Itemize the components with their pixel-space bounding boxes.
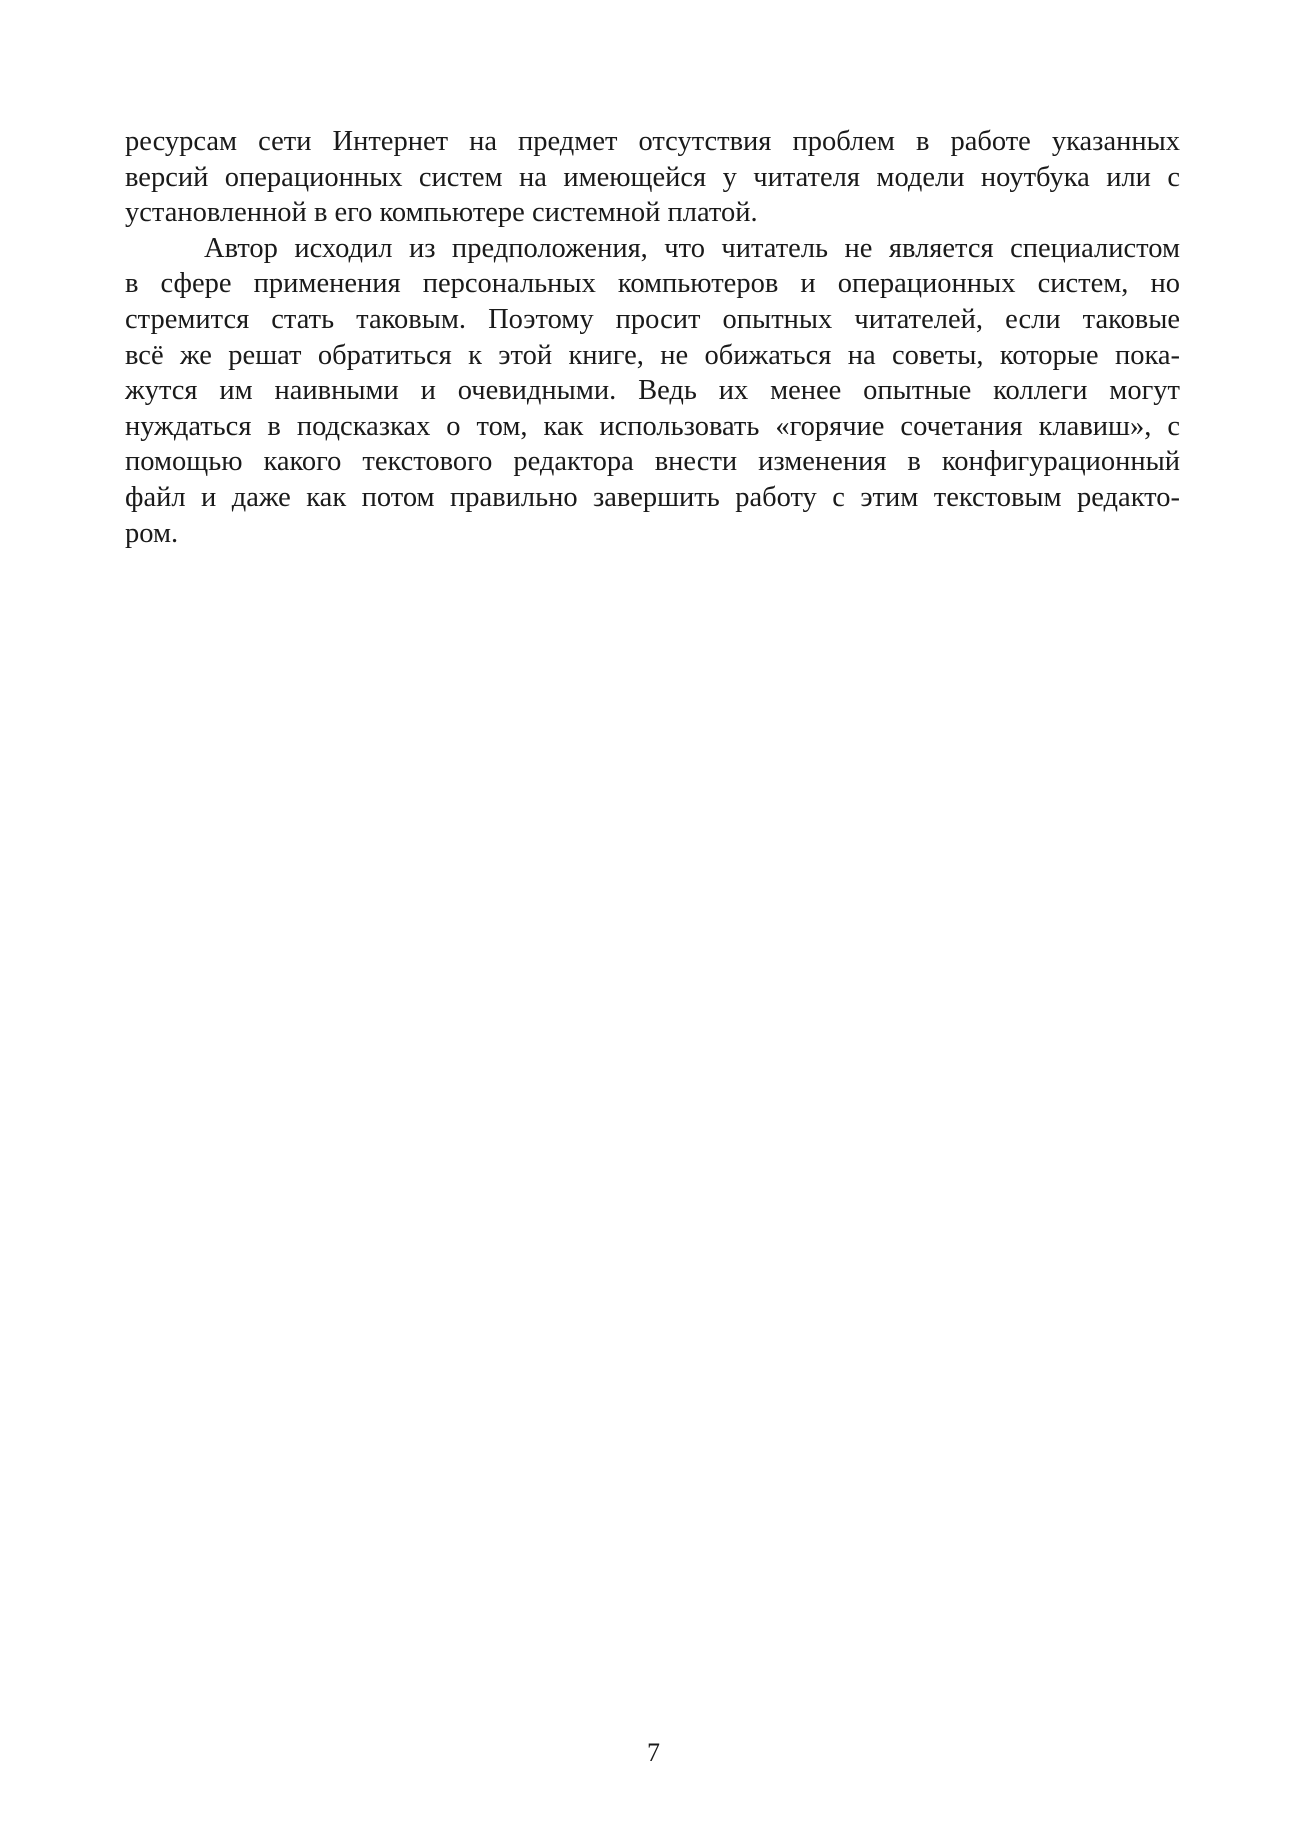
text-line: установленной в его компьютере системной платой. bbox=[125, 197, 758, 229]
text-line: нуждаться в подсказках о том, как использовать «горячие сочетания клавиш», с bbox=[125, 410, 1180, 442]
text-line: помощью какого текстового редактора внести изменения в конфигурационный bbox=[125, 446, 1180, 478]
page-number: 7 bbox=[647, 1738, 660, 1767]
text-line: файл и даже как потом правильно завершить работу с этим текстовым редакто- bbox=[125, 481, 1180, 513]
paragraph-2 bbox=[125, 231, 1180, 551]
text-line: в сфере применения персональных компьютеров и операционных систем, но bbox=[125, 268, 1180, 300]
text-line: версий операционных систем на имеющейся у читателя модели ноутбука или с bbox=[125, 161, 1180, 193]
text-line: ром. bbox=[125, 517, 179, 549]
body-text bbox=[125, 124, 1180, 551]
text-line: Автор исходил из предположения, что читатель не является специалистом bbox=[204, 232, 1180, 264]
text-line: стремится стать таковым. Поэтому просит опытных читателей, если таковые bbox=[125, 303, 1180, 335]
text-line: всё же решат обратиться к этой книге, не обижаться на советы, которые пока- bbox=[125, 339, 1180, 371]
text-line: жутся им наивными и очевидными. Ведь их менее опытные коллеги могут bbox=[125, 375, 1180, 407]
paragraph-1 bbox=[125, 124, 1180, 231]
text-line: ресурсам сети Интернет на предмет отсутствия проблем в работе указанных bbox=[125, 126, 1180, 157]
